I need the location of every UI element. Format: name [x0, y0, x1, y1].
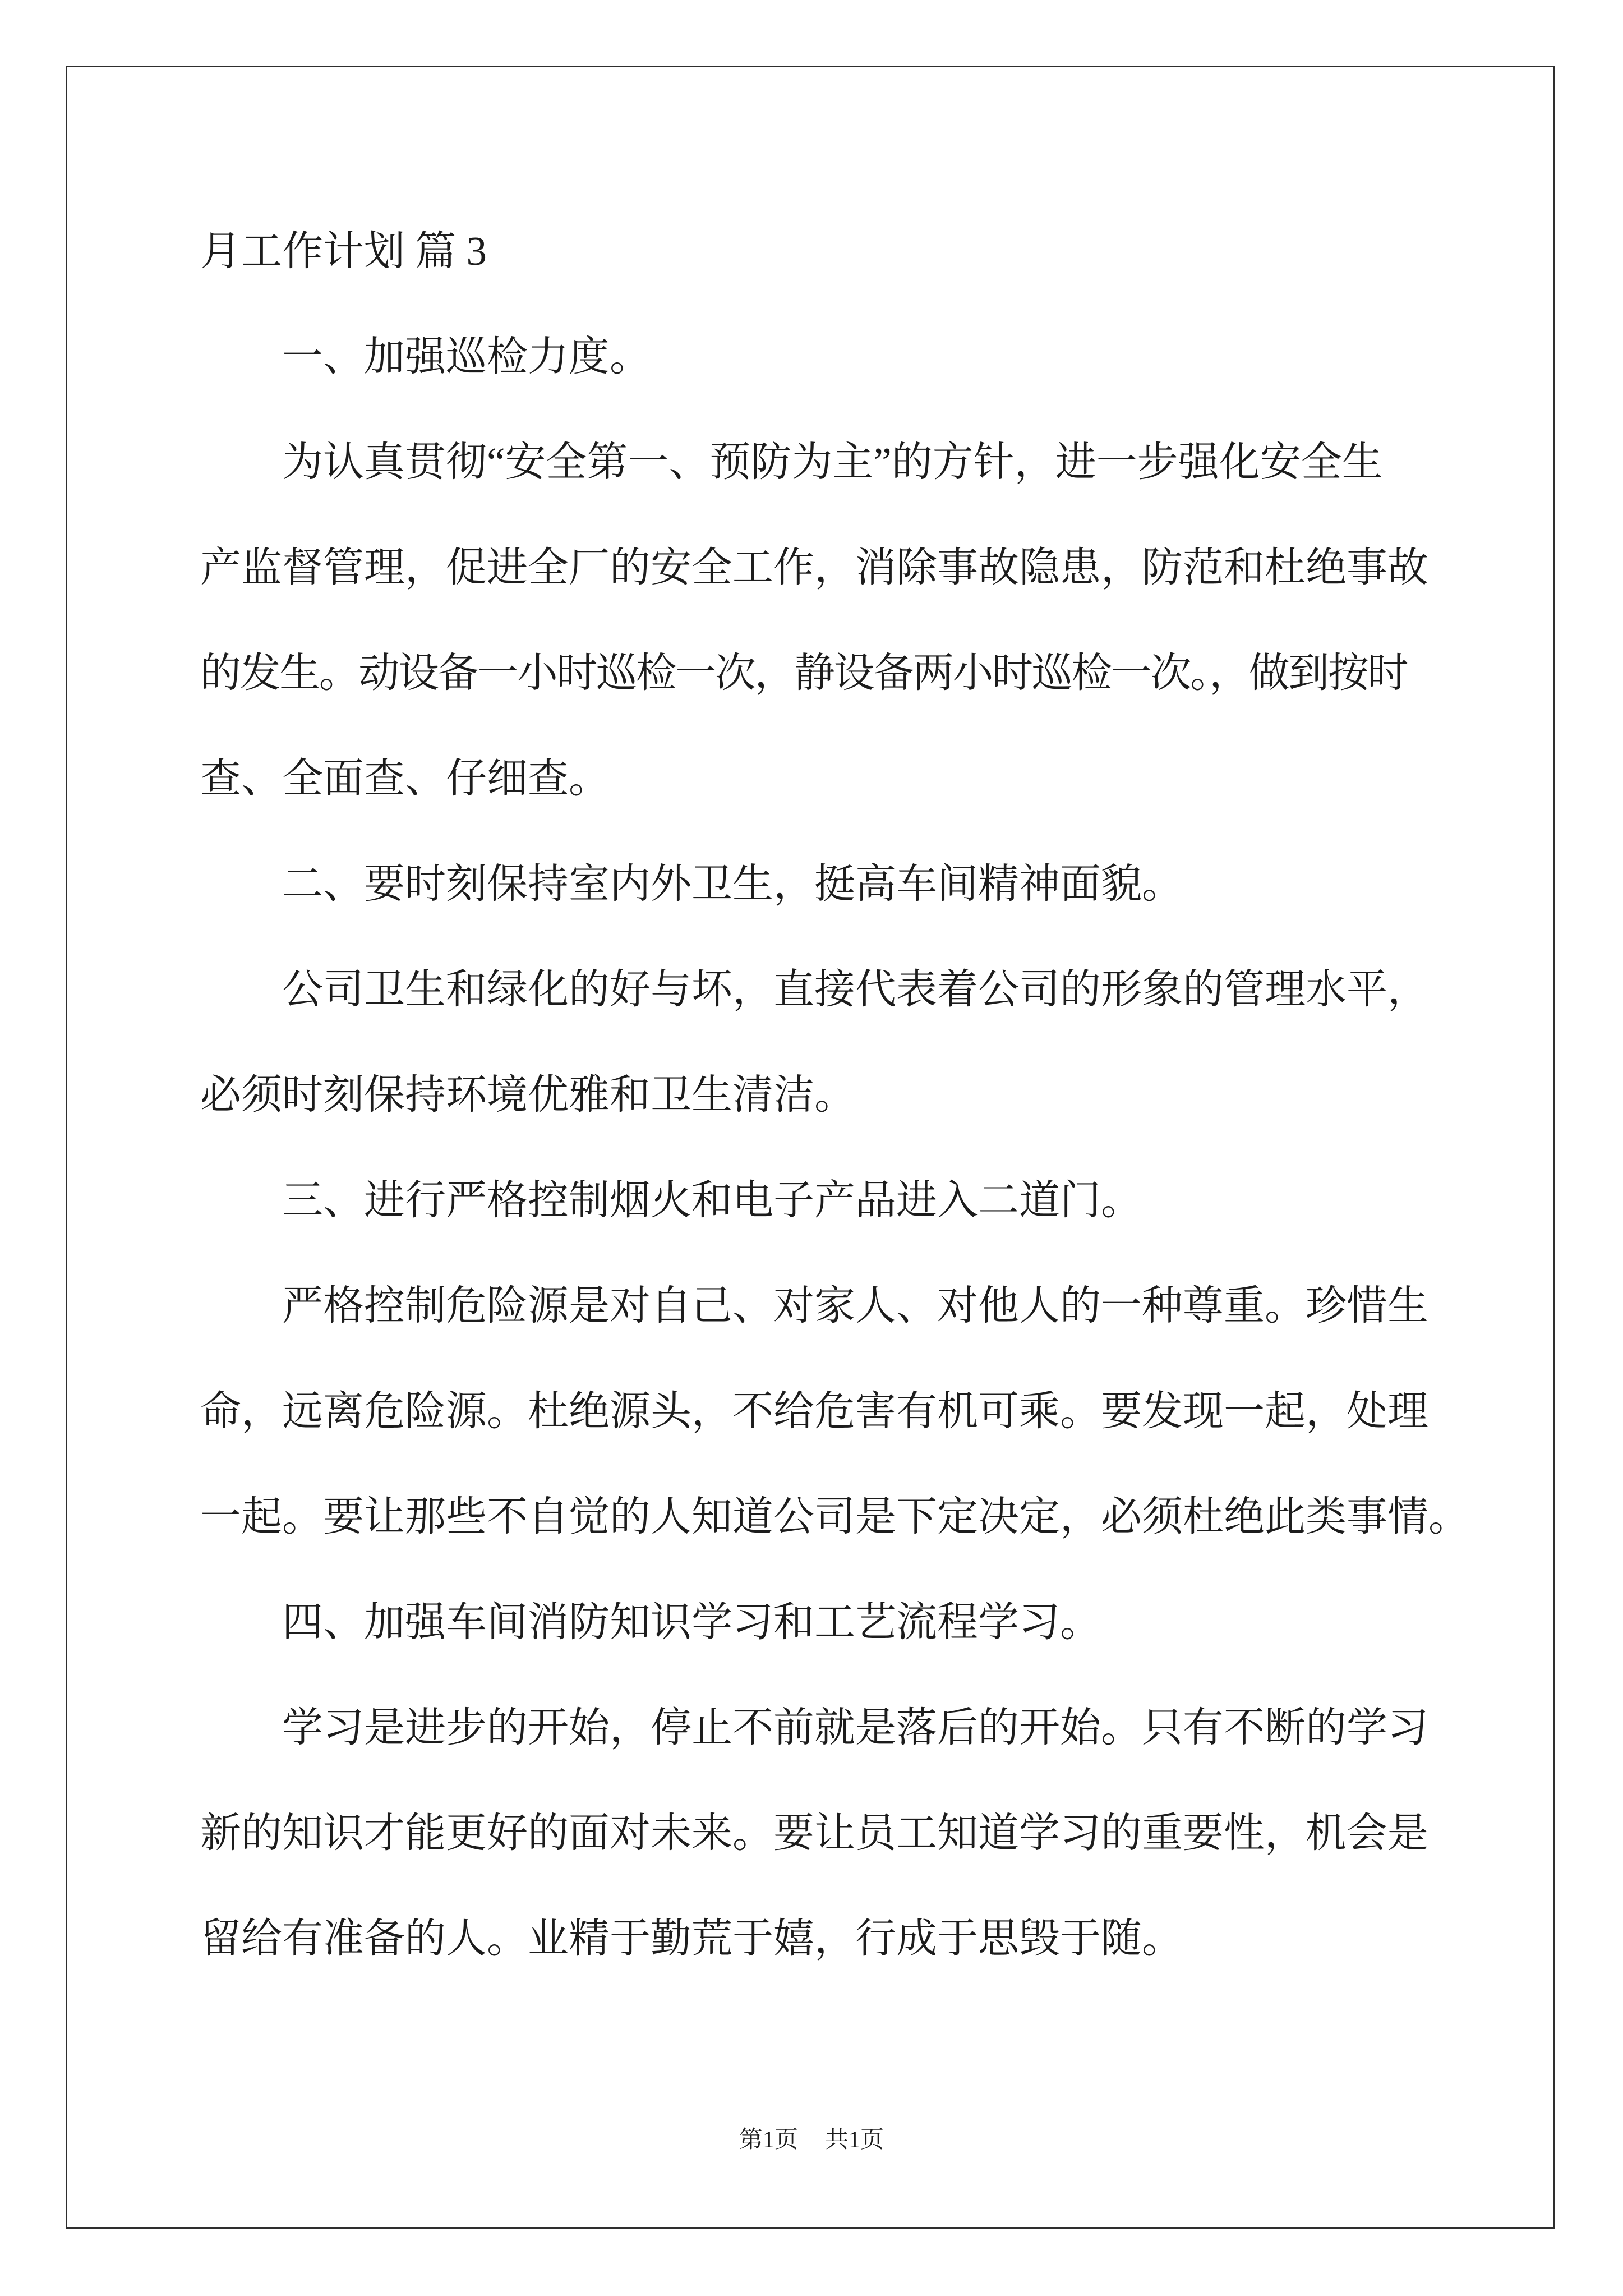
paragraph-heading-4 [200, 1570, 1535, 1675]
page-total: 共1页 [825, 2127, 884, 2153]
paragraph-line: 新的知识才能更好的面对未来。要让员工知道学习的重要性，机会是 [200, 1810, 1428, 1856]
paragraph-line: 的发生。动设备一小时巡检一次，静设备两小时巡检一次。，做到按时 [200, 650, 1408, 696]
paragraph-heading-2 [200, 831, 1535, 937]
paragraph-line: 学习是进步的开始，停止不前就是落后的开始。只有不断的学习 [282, 1705, 1428, 1750]
paragraph-line: 三、进行严格控制烟火和电子产品进入二道门。 [282, 1177, 1142, 1223]
paragraph-line: 留给有准备的人。业精于勤荒于嬉，行成于思毁于随。 [200, 1916, 1183, 1961]
paragraph-heading-3 [200, 1148, 1535, 1253]
paragraph-line: 严格控制危险源是对自己、对家人、对他人的一种尊重。珍惜生 [282, 1283, 1428, 1328]
paragraph-line: 一起。要让那些不自觉的人知道公司是下定决定，必须杜绝此类事情。 [200, 1494, 1469, 1539]
page-footer [0, 2125, 1623, 2155]
page-number: 第1页 [739, 2127, 798, 2153]
paragraph-line: 查、全面查、仔细查。 [200, 756, 610, 801]
paragraph-3 [200, 1253, 1535, 1570]
paragraph-line: 产监督管理，促进全厂的安全工作，消除事故隐患，防范和杜绝事故 [200, 545, 1428, 590]
paragraph-line: 一、加强巡检力度。 [282, 334, 651, 379]
document-body [200, 199, 1535, 1991]
paragraph-line: 必须时刻保持环境优雅和卫生清洁。 [200, 1072, 855, 1117]
paragraph-2 [200, 937, 1535, 1148]
paragraph-line: 四、加强车间消防知识学习和工艺流程学习。 [282, 1599, 1101, 1645]
document-title: 月工作计划 篇 3 [200, 228, 487, 274]
paragraph-line: 公司卫生和绿化的好与坏，直接代表着公司的形象的管理水平， [282, 967, 1428, 1012]
paragraph-line: 命，远离危险源。杜绝源头，不给危害有机可乘。要发现一起，处理 [200, 1388, 1428, 1434]
paragraph-line: 为认真贯彻“安全第一、预防为主”的方针，进一步强化安全生 [282, 439, 1383, 485]
paragraph-1 [200, 409, 1535, 831]
paragraph-4 [200, 1675, 1535, 1991]
paragraph-line: 二、要时刻保持室内外卫生，挺高车间精神面貌。 [282, 861, 1183, 907]
paragraph-heading-1 [200, 304, 1535, 409]
